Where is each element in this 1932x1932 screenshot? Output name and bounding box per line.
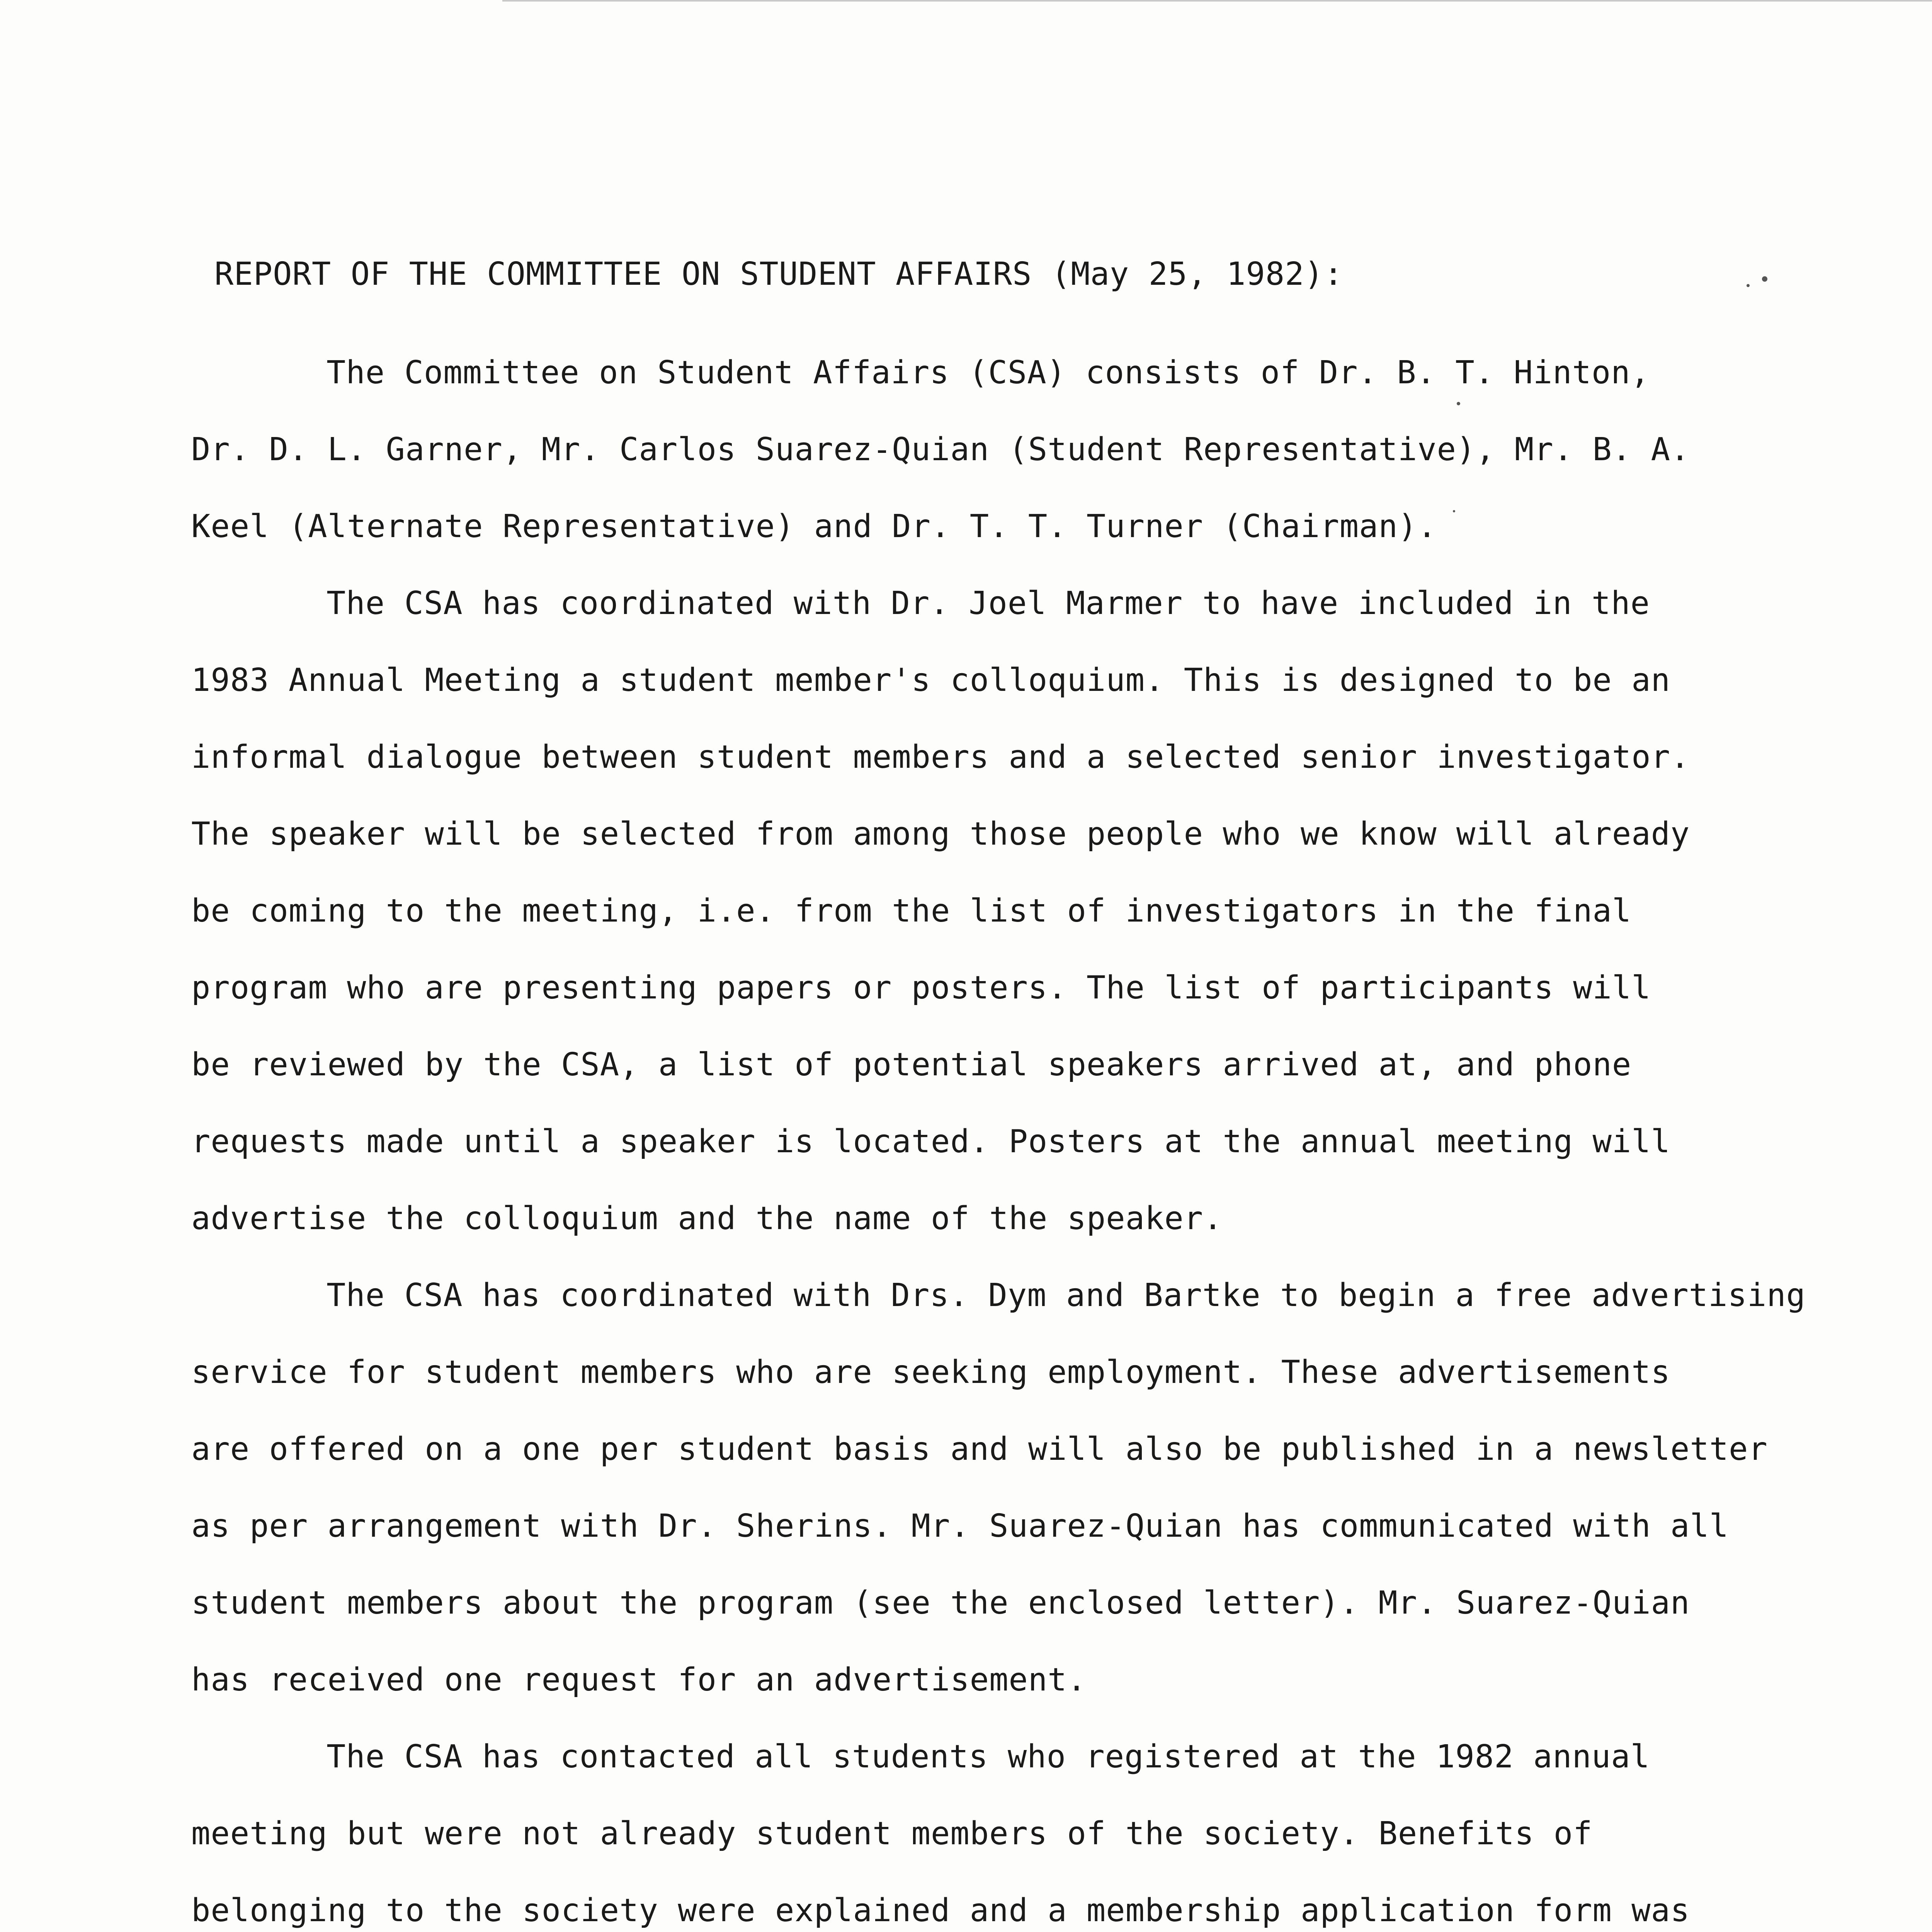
text-line [191, 1334, 1853, 1411]
text-line-content: student members about the program (see the enclosed letter). Mr. Suarez-Quian [191, 1585, 1690, 1621]
text-line [191, 1257, 1853, 1334]
text-line [191, 1872, 1853, 1932]
text-line [191, 642, 1853, 719]
text-line-content: The speaker will be selected from among those people who we know will already [191, 816, 1690, 852]
text-line-content: informal dialogue between student members and a selected senior investigator. [191, 739, 1690, 776]
report-body [191, 334, 1853, 1932]
text-line [191, 565, 1853, 642]
text-line-content: requests made until a speaker is located. Posters at the annual meeting will [191, 1123, 1670, 1160]
text-line [191, 1488, 1853, 1565]
page-title: REPORT OF THE COMMITTEE ON STUDENT AFFAIRS (May 25, 1982): [214, 256, 1344, 293]
text-line-content: Dr. D. L. Garner, Mr. Carlos Suarez-Quian (Student Representative), Mr. B. A. [191, 431, 1690, 468]
text-line-content: has received one request for an advertisement. [191, 1662, 1087, 1698]
text-line [191, 796, 1853, 872]
text-line-content: belonging to the society were explained and a membership application form was [191, 1892, 1690, 1929]
text-line-content: Keel (Alternate Representative) and Dr. T. T. Turner (Chairman). [191, 508, 1437, 545]
text-line [191, 1411, 1853, 1488]
text-line [191, 949, 1853, 1026]
text-line-content: 1983 Annual Meeting a student member's colloquium. This is designed to be an [191, 662, 1670, 699]
text-line [191, 1795, 1853, 1872]
text-line-content: advertise the colloquium and the name of the speaker. [191, 1200, 1223, 1237]
text-line [191, 1565, 1853, 1641]
scan-speck [1762, 276, 1767, 282]
text-line-content: meeting but were not already student members of the society. Benefits of [191, 1815, 1593, 1852]
text-line-content: The CSA has contacted all students who registered at the 1982 annual [327, 1738, 1650, 1775]
scan-speck [1747, 284, 1750, 287]
text-line [191, 411, 1853, 488]
text-line-content: are offered on a one per student basis and will also be published in a newsletter [191, 1431, 1768, 1468]
text-line [191, 1026, 1853, 1103]
text-line [191, 872, 1853, 949]
text-line-content: program who are presenting papers or posters. The list of participants will [191, 969, 1651, 1006]
text-line [191, 488, 1853, 565]
text-line-content: be reviewed by the CSA, a list of potential speakers arrived at, and phone [191, 1046, 1632, 1083]
text-line-content: as per arrangement with Dr. Sherins. Mr. Suarez-Quian has communicated with all [191, 1508, 1729, 1544]
text-line-content: service for student members who are seeking employment. These advertisements [191, 1354, 1670, 1391]
text-line [191, 1641, 1853, 1718]
text-line [191, 1180, 1853, 1257]
text-line [191, 719, 1853, 796]
text-line [191, 1718, 1853, 1795]
text-line-content: The Committee on Student Affairs (CSA) consists of Dr. B. T. Hinton, [327, 354, 1650, 391]
text-line [191, 334, 1853, 411]
scan-edge-line [502, 0, 1932, 2]
text-line-content: be coming to the meeting, i.e. from the list of investigators in the final [191, 893, 1632, 929]
text-line-content: The CSA has coordinated with Dr. Joel Marmer to have included in the [327, 585, 1650, 622]
text-line [191, 1103, 1853, 1180]
text-line-content: The CSA has coordinated with Drs. Dym and Bartke to begin a free advertising [327, 1277, 1806, 1314]
